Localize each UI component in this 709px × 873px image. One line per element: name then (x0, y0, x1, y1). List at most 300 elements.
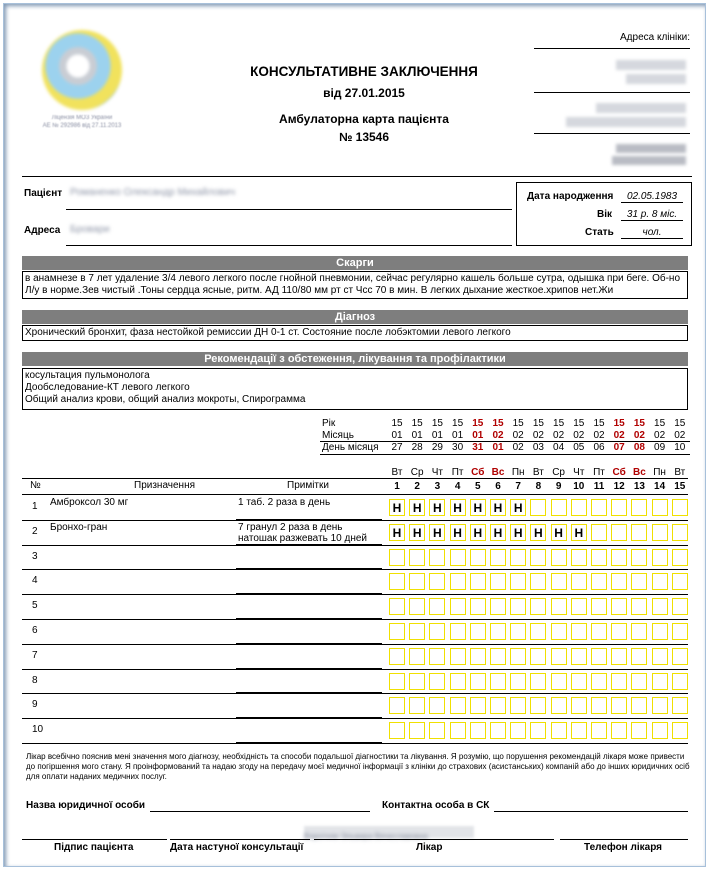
weekday-cell: Чт (431, 467, 444, 478)
day-check-cell (409, 549, 425, 566)
day-check-cell (611, 648, 627, 665)
day-number-cell: 5 (475, 481, 481, 492)
calendar-year-cell: 15 (492, 418, 504, 429)
day-check-cell (490, 648, 506, 665)
notes-underline (236, 568, 382, 569)
calendar-month-cell: 02 (573, 430, 585, 441)
day-check-cell (490, 673, 506, 690)
calendar-line-2 (320, 454, 690, 455)
table-header-line (22, 494, 688, 495)
day-check-cell (510, 648, 526, 665)
weekday-cell: Вс (491, 467, 505, 478)
dob-label: Дата народження (527, 191, 614, 202)
calendar-day-cell: 10 (674, 442, 686, 453)
calendar-year-cell: 15 (573, 418, 585, 429)
card-title: Амбулаторна карта пацієнта (279, 112, 449, 126)
day-check-cell (450, 598, 466, 615)
clinic-logo-icon (42, 30, 122, 110)
year-label: Рік (322, 418, 336, 429)
day-check-cell (591, 598, 607, 615)
table-row (22, 669, 688, 670)
row-number: 4 (32, 575, 38, 587)
day-check-cell (551, 648, 567, 665)
day-check-cell (450, 673, 466, 690)
complaints-header: Скарги (22, 256, 688, 270)
day-check-cell (429, 648, 445, 665)
weekday-cell: Сб (471, 467, 485, 478)
day-check-cell (591, 697, 607, 714)
day-check-cell (591, 499, 607, 516)
day-check-cell (571, 648, 587, 665)
day-check-cell: Н (450, 499, 466, 516)
day-check-cell (530, 598, 546, 615)
day-check-cell (672, 598, 688, 615)
legal-entity-label: Назва юридичної особи (26, 800, 146, 811)
document-date: від 27.01.2015 (323, 86, 405, 100)
day-check-cell (631, 549, 647, 566)
logo-caption (34, 114, 130, 130)
day-check-cell (591, 573, 607, 590)
day-check-cell (470, 623, 486, 640)
calendar-year-cell: 15 (452, 418, 464, 429)
month-label: Місяць (322, 430, 354, 441)
day-check-cell: Н (389, 524, 405, 541)
day-check-cell (631, 697, 647, 714)
day-check-cell: Н (450, 524, 466, 541)
weekday-cell: Вт (391, 467, 403, 478)
calendar-year-cell: 15 (472, 418, 484, 429)
day-check-cell (631, 673, 647, 690)
notes-underline (236, 593, 382, 594)
day-number-cell: 13 (633, 481, 645, 492)
recommendations-box (22, 368, 688, 410)
day-number-cell: 15 (674, 481, 686, 492)
day-check-cell (429, 549, 445, 566)
patient-address: Бровари (70, 224, 110, 235)
recommendation-line: косультация пульмонолога (25, 370, 150, 381)
day-check-cell (611, 598, 627, 615)
calendar-year-cell: 15 (391, 418, 403, 429)
day-check-cell (409, 598, 425, 615)
doctor-name-blurred (304, 826, 474, 841)
day-check-cell (490, 697, 506, 714)
day-check-cell (631, 499, 647, 516)
day-check-cell (611, 499, 627, 516)
day-check-cell (571, 673, 587, 690)
calendar-day-cell: 28 (411, 442, 423, 453)
row-number: 9 (32, 699, 38, 711)
day-check-cell: Н (510, 524, 526, 541)
table-row (22, 619, 688, 620)
day-check-cell (510, 623, 526, 640)
day-check-cell (389, 648, 405, 665)
clinic-address-label: Адреса клініки: (620, 32, 690, 43)
table-row (22, 693, 688, 694)
clinic-address-blurred (564, 56, 690, 165)
calendar-day-cell: 29 (431, 442, 443, 453)
prescription-note: 1 таб. 2 раза в день (238, 497, 331, 508)
calendar-year-cell: 15 (674, 418, 686, 429)
day-check-cell: Н (510, 499, 526, 516)
day-check-cell (389, 598, 405, 615)
diagnosis-text: Хронический бронхит, фаза нестойкой ремиссии ДН 0-1 ст. Состояние после лобэктомии левого легкого (22, 325, 688, 341)
row-number: 5 (32, 600, 38, 612)
day-check-cell (652, 598, 668, 615)
day-check-cell (551, 499, 567, 516)
day-check-cell (672, 549, 688, 566)
day-number-cell: 3 (434, 481, 441, 492)
day-check-cell (571, 549, 587, 566)
legal-entity-line (150, 811, 370, 812)
day-check-cell (389, 549, 405, 566)
day-check-cell (652, 623, 668, 640)
day-check-cell (429, 673, 445, 690)
day-check-cell: Н (571, 524, 587, 541)
prescription-name: Бронхо-гран (50, 521, 108, 533)
weekday-cell: Пн (511, 467, 525, 478)
logo-caption-line-2: АЕ № 292986 від 27.11.2013 (42, 123, 122, 129)
row-number: 6 (32, 625, 38, 636)
day-check-cell: Н (429, 499, 445, 516)
day-number-cell: 2 (414, 481, 420, 492)
sig-phone-label: Телефон лікаря (584, 842, 663, 853)
day-check-cell (631, 722, 647, 739)
day-check-cell (429, 697, 445, 714)
day-check-cell (389, 623, 405, 640)
day-check-cell (510, 573, 526, 590)
day-check-cell (672, 697, 688, 714)
weekday-cell: Ср (552, 467, 565, 478)
day-check-cell (672, 722, 688, 739)
day-check-cell (530, 549, 546, 566)
day-check-cell (470, 648, 486, 665)
day-check-cell (450, 623, 466, 640)
recommendation-line: Общий анализ крови, общий анализ мокроты, Спирограмма (25, 394, 306, 405)
day-check-cell (429, 623, 445, 640)
day-check-cell: Н (490, 524, 506, 541)
notes-underline (236, 668, 382, 669)
day-check-cell (510, 598, 526, 615)
row-number: 8 (32, 674, 38, 686)
day-check-cell (389, 573, 405, 590)
calendar-year-cell: 15 (512, 418, 524, 429)
calendar-year-cell: 15 (431, 418, 443, 429)
day-check-cell (510, 673, 526, 690)
patient-name-line (66, 209, 512, 210)
table-row (22, 644, 688, 645)
day-check-cell (389, 697, 405, 714)
notes-underline (236, 643, 382, 644)
day-check-cell (450, 549, 466, 566)
row-number: 3 (32, 550, 38, 562)
notes-underline (236, 519, 382, 520)
day-check-cell: Н (409, 524, 425, 541)
day-check-cell (530, 573, 546, 590)
day-check-cell (652, 524, 668, 541)
day-check-cell (530, 648, 546, 665)
day-check-cell (490, 549, 506, 566)
weekday-cell: Вт (532, 467, 544, 478)
diagnosis-header: Діагноз (22, 310, 688, 324)
day-check-cell (631, 598, 647, 615)
day-check-cell (470, 697, 486, 714)
sex-label: Стать (585, 227, 614, 238)
day-number-cell: 7 (515, 481, 521, 492)
day-check-cell (652, 673, 668, 690)
weekday-cell: Пн (653, 467, 666, 478)
calendar-month-cell: 02 (532, 430, 544, 441)
day-check-cell (672, 573, 688, 590)
day-check-cell (450, 722, 466, 739)
patient-label: Пацієнт (24, 188, 63, 199)
calendar-month-cell: 02 (674, 430, 686, 441)
calendar-month-cell: 02 (633, 430, 645, 441)
weekday-cell: Вс (632, 467, 646, 478)
calendar-day-cell: 03 (532, 442, 544, 453)
patient-name: Романенко Олександр Михайлович (70, 187, 236, 198)
patient-info-box (516, 182, 692, 246)
day-check-cell (450, 697, 466, 714)
calendar-day-cell: 07 (613, 442, 625, 453)
calendar-day-cell: 05 (573, 442, 585, 453)
sig-doctor-line (314, 839, 554, 840)
day-check-cell (672, 623, 688, 640)
card-number: № 13546 (338, 130, 390, 144)
day-check-cell (470, 598, 486, 615)
day-number-cell: 6 (495, 481, 501, 492)
sig-next-label: Дата настуної консультації (170, 842, 304, 853)
calendar-month-cell: 02 (593, 430, 605, 441)
calendar-year-cell: 15 (553, 418, 565, 429)
day-check-cell (611, 697, 627, 714)
sig-patient-label: Підпис пацієнта (54, 842, 134, 853)
day-check-cell (530, 499, 546, 516)
day-check-cell (591, 673, 607, 690)
calendar-month-cell: 02 (613, 430, 625, 441)
day-check-cell (591, 623, 607, 640)
day-number-cell: 1 (394, 481, 400, 492)
prescription-note: 7 гранул 2 раза в день (238, 521, 343, 533)
day-check-cell (652, 499, 668, 516)
weekday-cell: Пт (593, 467, 605, 478)
day-check-cell (611, 623, 627, 640)
day-check-cell (652, 549, 668, 566)
age-value: 31 р. 8 міс. (621, 209, 683, 221)
day-check-cell (470, 722, 486, 739)
day-check-cell (672, 524, 688, 541)
day-check-cell (571, 623, 587, 640)
day-check-cell (530, 623, 546, 640)
table-row (22, 569, 688, 570)
row-number: 2 (32, 525, 38, 537)
day-check-cell (530, 697, 546, 714)
calendar-day-cell: 01 (492, 442, 504, 453)
day-check-cell (571, 722, 587, 739)
day-check-cell (450, 573, 466, 590)
complaints-text: в анамнезе в 7 лет удаление 3/4 левого легкого после гнойной пневмонии, сейчас регулярно кашель больше сутра, одышка при беге. Об-но Л/у в норме.Зев чистый .Тоны сердца ясные, ритм. АД 110/80 мм рт ст Чсс 70 в мин. В легких дыхание жесткое.хрипов нет.Жи (22, 271, 688, 299)
day-check-cell (591, 524, 607, 541)
dob-value: 02.05.1983 (621, 191, 683, 203)
weekday-cell: Сб (612, 467, 626, 478)
col-prescription: Призначення (134, 480, 196, 491)
calendar-month-cell: 01 (472, 430, 484, 441)
day-check-cell (631, 524, 647, 541)
row-number: 7 (32, 649, 38, 661)
day-check-cell (470, 573, 486, 590)
calendar-year-cell: 15 (613, 418, 625, 429)
day-check-cell (490, 722, 506, 739)
day-number-cell: 11 (593, 481, 605, 492)
weekday-cell: Ср (410, 467, 424, 478)
day-check-cell (470, 549, 486, 566)
day-check-cell (429, 598, 445, 615)
day-check-cell: Н (389, 499, 405, 516)
calendar-day-cell: 30 (452, 442, 464, 453)
consent-disclaimer: Лікар всебічно пояснив мені значення мого діагнозу, необхідність та способи подальшої діагностики та лікування. Я розумію, що порушення рекомендацій лікаря може привести до погіршення мого стану. Я проінформований та надаю згоду на передачу моєї медичної інформації з клініки до страхових (асистанських) компаній або до інших юридичних осіб для оплати наданих медичних послуг. (26, 752, 690, 781)
row-number: 10 (32, 724, 44, 736)
day-check-cell (409, 697, 425, 714)
day-check-cell (652, 648, 668, 665)
calendar-month-cell: 02 (492, 430, 504, 441)
weekday-cell: Вт (674, 467, 686, 478)
day-number-cell: 12 (613, 481, 625, 492)
day-check-cell (409, 673, 425, 690)
day-number-cell: 10 (573, 481, 585, 492)
calendar-day-cell: 31 (472, 442, 484, 453)
day-check-cell (490, 598, 506, 615)
calendar-month-cell: 01 (431, 430, 443, 441)
calendar-month-cell: 01 (411, 430, 423, 441)
col-notes: Примітки (287, 480, 329, 491)
day-check-cell (672, 648, 688, 665)
day-check-cell (409, 573, 425, 590)
calendar-day-cell: 02 (512, 442, 524, 453)
table-row (22, 594, 688, 595)
day-check-cell (591, 648, 607, 665)
day-check-cell (631, 573, 647, 590)
day-check-cell (611, 673, 627, 690)
day-check-cell (611, 722, 627, 739)
day-check-cell (551, 549, 567, 566)
notes-underline (236, 544, 382, 545)
notes-underline (236, 692, 382, 693)
day-check-cell (409, 623, 425, 640)
weekday-cell: Пт (451, 467, 464, 478)
prescription-note: натошак разжевать 10 дней (238, 532, 367, 544)
document-title: КОНСУЛЬТАТИВНЕ ЗАКЛЮЧЕННЯ (250, 64, 478, 79)
calendar-day-cell: 27 (391, 442, 403, 453)
day-check-cell (672, 673, 688, 690)
day-number-cell: 9 (555, 481, 562, 492)
sig-next-line (170, 839, 310, 840)
day-check-cell: Н (409, 499, 425, 516)
contact-person-line (494, 811, 688, 812)
day-check-cell: Н (530, 524, 546, 541)
doctor-name: Воротняк Эльвира Вячеславовна (304, 832, 428, 841)
day-check-cell (551, 598, 567, 615)
day-check-cell (409, 648, 425, 665)
day-check-cell (652, 722, 668, 739)
table-row (22, 520, 688, 521)
col-no: № (30, 480, 41, 491)
table-row (22, 718, 688, 719)
day-check-cell (672, 499, 688, 516)
calendar-year-cell: 15 (654, 418, 666, 429)
day-check-cell (409, 722, 425, 739)
weekday-cell: Чт (573, 467, 585, 478)
recommendations-header: Рекомендації з обстеження, лікування та профілактики (22, 352, 688, 366)
day-check-cell (591, 722, 607, 739)
header-separator (22, 176, 692, 177)
table-row (22, 743, 688, 744)
age-label: Вік (597, 209, 613, 220)
day-check-cell (571, 573, 587, 590)
day-check-cell (551, 722, 567, 739)
logo-caption-line-1: Ліцензія МОЗ України (51, 115, 113, 121)
day-check-cell (429, 722, 445, 739)
calendar-month-cell: 02 (654, 430, 666, 441)
day-check-cell (551, 673, 567, 690)
day-check-cell (551, 573, 567, 590)
day-check-cell: Н (470, 524, 486, 541)
day-check-cell (510, 722, 526, 739)
day-check-cell (591, 549, 607, 566)
contact-person-label: Контактна особа в СК (382, 800, 490, 811)
day-check-cell (490, 623, 506, 640)
notes-underline (236, 618, 382, 619)
day-number-cell: 14 (654, 481, 666, 492)
calendar-month-cell: 02 (553, 430, 565, 441)
day-check-cell (510, 549, 526, 566)
day-check-cell (450, 648, 466, 665)
day-check-cell (611, 524, 627, 541)
day-check-cell (510, 697, 526, 714)
day-check-cell (490, 573, 506, 590)
calendar-day-cell: 09 (654, 442, 666, 453)
calendar-year-cell: 15 (411, 418, 423, 429)
sig-doctor-label: Лікар (416, 842, 443, 853)
consultation-document (3, 3, 706, 867)
notes-underline (236, 717, 382, 718)
recommendation-line: Дообследование-КТ левого легкого (25, 382, 190, 393)
day-check-cell (652, 697, 668, 714)
day-check-cell (611, 549, 627, 566)
day-check-cell: Н (429, 524, 445, 541)
day-check-cell (611, 573, 627, 590)
day-check-cell (571, 499, 587, 516)
day-check-cell (429, 573, 445, 590)
day-check-cell (571, 697, 587, 714)
day-check-cell (470, 673, 486, 690)
day-number-cell: 8 (535, 481, 542, 492)
calendar-month-cell: 01 (452, 430, 464, 441)
table-row (22, 545, 688, 546)
patient-address-line (66, 245, 512, 246)
clinic-address-line (534, 48, 690, 49)
calendar-month-cell: 02 (512, 430, 524, 441)
day-check-cell: Н (551, 524, 567, 541)
calendar-year-cell: 15 (532, 418, 544, 429)
sex-value: чол. (621, 227, 683, 239)
day-check-cell (389, 722, 405, 739)
day-check-cell (631, 648, 647, 665)
calendar-month-cell: 01 (391, 430, 403, 441)
day-check-cell (389, 673, 405, 690)
day-number-cell: 4 (454, 481, 461, 492)
day-check-cell (551, 697, 567, 714)
day-check-cell (530, 673, 546, 690)
sig-patient-line (22, 839, 167, 840)
